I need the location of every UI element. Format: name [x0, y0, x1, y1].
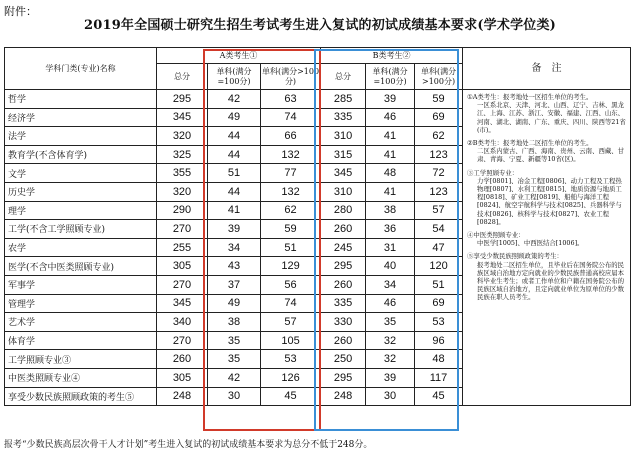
header-b-total: 总分 [321, 64, 366, 90]
discipline-name: 军事学 [5, 275, 157, 294]
score-b-total: 295 [321, 368, 366, 387]
discipline-name: 中医类照顾专业④ [5, 368, 157, 387]
score-b-single-100: 31 [366, 238, 415, 257]
score-a-single-100: 34 [208, 238, 261, 257]
remark-note-body: 二区系内蒙古、广西、海南、贵州、云南、西藏、甘肃、青海、宁夏、新疆等10省(区)。 [477, 147, 625, 164]
score-a-single-over-100: 57 [261, 313, 321, 332]
remark-note [467, 169, 627, 226]
header-b-single-over-100: 单科(满分>100分) [415, 64, 463, 90]
score-a-total: 320 [157, 182, 208, 201]
discipline-name: 医学(不含中医类照顾专业) [5, 257, 157, 276]
remark-note-heading: ①A类考生：报考地处一区招生单位的考生。 [467, 93, 593, 101]
score-a-total: 260 [157, 350, 208, 369]
score-b-single-over-100: 53 [415, 313, 463, 332]
score-b-total: 335 [321, 294, 366, 313]
discipline-name: 享受少数民族照顾政策的考生⑤ [5, 387, 157, 406]
score-b-single-over-100: 69 [415, 108, 463, 127]
score-b-total: 260 [321, 331, 366, 350]
score-b-single-100: 32 [366, 350, 415, 369]
score-b-single-100: 46 [366, 108, 415, 127]
score-a-single-over-100: 129 [261, 257, 321, 276]
score-a-single-100: 37 [208, 275, 261, 294]
score-b-total: 330 [321, 313, 366, 332]
score-a-total: 325 [157, 145, 208, 164]
score-a-single-over-100: 74 [261, 108, 321, 127]
score-a-total: 255 [157, 238, 208, 257]
remark-note-body: 报考地处二区招生单位，且毕业后在国务院公布的民族区域自治地方定向就业的少数民族普通高校应届本科毕业生考生；或者工作单位和户籍在国务院公布的民族区域自治地方，且定向就业单位为原单位的少数民族在职人员考生。 [477, 260, 625, 302]
score-b-total: 260 [321, 220, 366, 239]
score-a-single-over-100: 132 [261, 182, 321, 201]
score-a-single-over-100: 51 [261, 238, 321, 257]
score-table [4, 47, 631, 406]
header-a-total: 总分 [157, 64, 208, 90]
score-a-single-100: 39 [208, 220, 261, 239]
score-a-total: 355 [157, 164, 208, 183]
score-a-single-100: 44 [208, 145, 261, 164]
discipline-name: 文学 [5, 164, 157, 183]
score-a-total: 345 [157, 108, 208, 127]
remark-note [467, 93, 627, 134]
score-a-total: 270 [157, 220, 208, 239]
header-a-single-over-100: 单科(满分>100分) [261, 64, 321, 90]
score-a-total: 345 [157, 294, 208, 313]
score-b-single-over-100: 96 [415, 331, 463, 350]
score-b-total: 335 [321, 108, 366, 127]
score-b-single-over-100: 120 [415, 257, 463, 276]
score-b-single-100: 38 [366, 201, 415, 220]
score-b-single-over-100: 69 [415, 294, 463, 313]
score-b-single-over-100: 59 [415, 90, 463, 109]
discipline-name: 管理学 [5, 294, 157, 313]
discipline-name: 体育学 [5, 331, 157, 350]
score-a-total: 290 [157, 201, 208, 220]
score-b-single-100: 35 [366, 313, 415, 332]
discipline-name: 历史学 [5, 182, 157, 201]
remark-note-heading: ③工学照顾专业： [467, 168, 519, 177]
discipline-name: 哲学 [5, 90, 157, 109]
score-a-total: 248 [157, 387, 208, 406]
discipline-name: 经济学 [5, 108, 157, 127]
remark-note-body: 一区系北京、天津、河北、山西、辽宁、吉林、黑龙江、上海、江苏、浙江、安徽、福建、江西、山东、河南、湖北、湖南、广东、重庆、四川、陕西等21省(市)。 [477, 101, 626, 134]
score-b-single-100: 46 [366, 294, 415, 313]
score-b-single-100: 41 [366, 145, 415, 164]
score-b-single-100: 36 [366, 220, 415, 239]
score-b-single-over-100: 72 [415, 164, 463, 183]
discipline-name: 理学 [5, 201, 157, 220]
remark-note [467, 139, 627, 164]
score-b-single-over-100: 45 [415, 387, 463, 406]
header-discipline: 学科门类(专业)名称 [5, 48, 157, 90]
score-a-single-over-100: 56 [261, 275, 321, 294]
score-a-single-over-100: 62 [261, 201, 321, 220]
score-b-single-100: 39 [366, 368, 415, 387]
score-b-total: 315 [321, 145, 366, 164]
score-b-total: 295 [321, 257, 366, 276]
remark-note [467, 231, 627, 247]
score-b-single-over-100: 47 [415, 238, 463, 257]
score-a-single-over-100: 105 [261, 331, 321, 350]
score-b-total: 285 [321, 90, 366, 109]
score-b-total: 345 [321, 164, 366, 183]
remark-note-heading: ⑤享受少数民族照顾政策的考生： [467, 252, 563, 261]
page-title: 2019年全国硕士研究生招生考试考生进入复试的初试成绩基本要求(学术学位类) [83, 18, 557, 33]
header-remarks: 备 注 [463, 48, 631, 90]
score-a-single-over-100: 63 [261, 90, 321, 109]
score-b-single-over-100: 117 [415, 368, 463, 387]
score-a-single-over-100: 53 [261, 350, 321, 369]
score-b-single-over-100: 48 [415, 350, 463, 369]
remark-note-body: 力学[0801]、冶金工程[0806]、动力工程及工程热物理[0807]、水利工程[0815]、地质资源与地质工程[0818]、矿业工程[0819]、船舶与海洋工程[0824]、航空宇航科学与技术[0825]、兵器科学与技术[0826]、核科学与技术[0827]、农业工程[0828]。 [477, 176, 622, 226]
discipline-name: 农学 [5, 238, 157, 257]
header-a-single-100: 单科(满分=100分) [208, 64, 261, 90]
score-b-single-over-100: 57 [415, 201, 463, 220]
score-b-single-100: 39 [366, 90, 415, 109]
table-row [5, 90, 631, 109]
score-a-total: 305 [157, 368, 208, 387]
score-b-total: 260 [321, 275, 366, 294]
score-a-single-100: 35 [208, 331, 261, 350]
footer-note: 报考“少数民族高层次骨干人才计划”考生进入复试的初试成绩基本要求为总分不低于248分。 [4, 440, 373, 450]
remark-note [467, 252, 627, 301]
score-a-single-100: 38 [208, 313, 261, 332]
score-a-single-100: 43 [208, 257, 261, 276]
remark-note-heading: ②B类考生：报考地处二区招生单位的考生。 [467, 139, 593, 148]
score-a-single-100: 42 [208, 368, 261, 387]
score-b-single-over-100: 123 [415, 182, 463, 201]
score-b-single-100: 30 [366, 387, 415, 406]
score-a-single-100: 44 [208, 182, 261, 201]
score-b-total: 310 [321, 127, 366, 146]
remarks-cell [463, 90, 631, 406]
discipline-name: 法学 [5, 127, 157, 146]
score-b-total: 248 [321, 387, 366, 406]
score-a-single-over-100: 132 [261, 145, 321, 164]
score-a-single-over-100: 74 [261, 294, 321, 313]
score-b-total: 310 [321, 182, 366, 201]
score-a-single-100: 51 [208, 164, 261, 183]
remark-note-body: 中医学[1005]、中西医结合[1006]。 [477, 239, 584, 248]
score-a-single-over-100: 45 [261, 387, 321, 406]
score-a-single-over-100: 126 [261, 368, 321, 387]
score-a-total: 270 [157, 275, 208, 294]
score-a-total: 305 [157, 257, 208, 276]
discipline-name: 工学照顾专业③ [5, 350, 157, 369]
score-a-single-100: 49 [208, 108, 261, 127]
score-b-single-100: 40 [366, 257, 415, 276]
score-b-single-100: 48 [366, 164, 415, 183]
discipline-name: 工学(不含工学照顾专业) [5, 220, 157, 239]
score-a-single-100: 41 [208, 201, 261, 220]
score-b-single-100: 34 [366, 275, 415, 294]
score-b-single-over-100: 62 [415, 127, 463, 146]
header-group-b: B类考生② [321, 48, 463, 64]
score-b-single-100: 41 [366, 127, 415, 146]
score-b-total: 250 [321, 350, 366, 369]
score-a-single-over-100: 66 [261, 127, 321, 146]
attachment-label: 附件： [4, 5, 37, 18]
score-a-single-100: 44 [208, 127, 261, 146]
score-b-single-100: 41 [366, 182, 415, 201]
score-b-single-100: 32 [366, 331, 415, 350]
discipline-name: 教育学(不含体育学) [5, 145, 157, 164]
score-a-single-100: 35 [208, 350, 261, 369]
score-b-single-over-100: 54 [415, 220, 463, 239]
score-a-single-100: 49 [208, 294, 261, 313]
score-a-single-over-100: 77 [261, 164, 321, 183]
header-group-a: A类考生① [157, 48, 321, 64]
score-a-single-100: 30 [208, 387, 261, 406]
discipline-name: 艺术学 [5, 313, 157, 332]
score-a-total: 320 [157, 127, 208, 146]
score-b-total: 280 [321, 201, 366, 220]
header-b-single-100: 单科(满分=100分) [366, 64, 415, 90]
remark-note-heading: ④中医类照顾专业： [467, 231, 525, 240]
score-b-single-over-100: 51 [415, 275, 463, 294]
score-a-single-100: 42 [208, 90, 261, 109]
score-a-single-over-100: 59 [261, 220, 321, 239]
score-a-total: 295 [157, 90, 208, 109]
score-a-total: 270 [157, 331, 208, 350]
score-b-total: 245 [321, 238, 366, 257]
score-b-single-over-100: 123 [415, 145, 463, 164]
score-a-total: 340 [157, 313, 208, 332]
